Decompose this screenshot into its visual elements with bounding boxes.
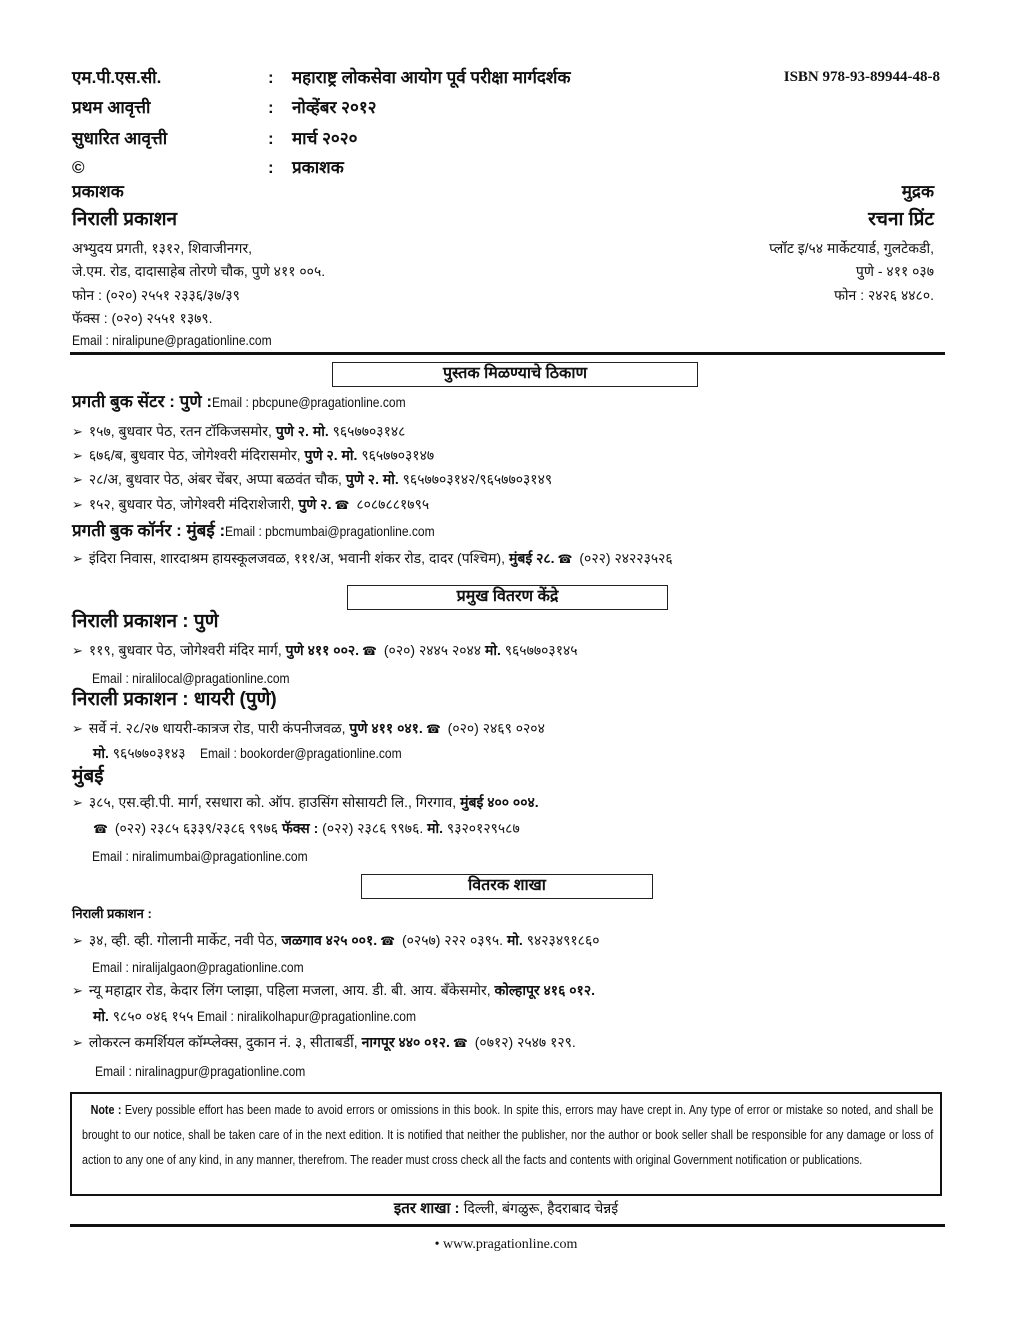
other-branches-cities: दिल्ली, बंगळुरू, हैदराबाद चेन्नई <box>463 1200 619 1216</box>
printer-name: रचना प्रिंट <box>868 209 934 230</box>
section-title-main-distribution: प्रमुख वितरण केंद्रे <box>347 585 668 610</box>
city: नागपूर ४४० ०१२. <box>361 1034 450 1050</box>
city: धायरी (पुणे) <box>193 689 277 710</box>
address: १५२, बुधवार पेठ, जोगेश्वरी मंदिराशेजारी, <box>88 496 299 512</box>
address: ३४, व्ही. व्ही. गोलानी मार्केट, नवी पेठ, <box>88 932 282 948</box>
isbn: ISBN 978-93-89944-48-8 <box>783 69 940 85</box>
list-item <box>72 983 595 997</box>
mobile: ९८५० ०४६ १५५ <box>108 1008 198 1024</box>
phone: (०२०) २४६९ ०२०४ <box>443 720 545 736</box>
row-colon: : <box>268 158 274 177</box>
phone: (०२२) २३८५ ६३३९/२३८६ ९९७६ <box>110 820 282 836</box>
mobile: ९६५७७०३१४२/९६५७७०३१४९ <box>398 471 553 487</box>
list-item <box>72 497 429 511</box>
email: Email : niralikolhapur@pragationline.com <box>197 1008 417 1024</box>
phone-icon <box>90 820 111 836</box>
footer <box>0 1238 1012 1252</box>
list-item <box>72 448 434 462</box>
corner-city: मुंबई : <box>186 521 226 540</box>
phone-icon <box>331 496 352 512</box>
other-branches <box>0 1201 1012 1216</box>
publisher-fax: फॅक्स : (०२०) २५५१ १३७९. <box>72 310 213 326</box>
other-branches-label: इतर शाखा : <box>393 1200 464 1217</box>
name: निराली प्रकाशन : <box>72 611 194 632</box>
row-label: सुधारित आवृत्ती <box>72 129 168 148</box>
phone: (०२५७) २२२ ०३९५. <box>398 932 507 948</box>
address: लोकरत्न कमर्शियल कॉम्प्लेक्स, दुकान नं. ३, सीताबर्डी, <box>88 1034 362 1050</box>
row-label: प्रथम आवृत्ती <box>72 98 151 117</box>
publisher-name: निराली प्रकाशन <box>72 209 178 230</box>
first-edition-date: नोव्हेंबर २०१२ <box>292 98 377 117</box>
address: न्यू महाद्वार रोड, केदार लिंग प्लाझा, पहिला मजला, आय. डी. बी. आय. बॅंकेसमोर, <box>88 982 495 998</box>
phone-icon <box>450 1034 471 1050</box>
address: इंदिरा निवास, शारदाश्रम हायस्कूलजवळ, १११/अ, भवानी शंकर रोड, दादर (पश्चिम), <box>88 550 509 566</box>
city: कोल्हापूर ४१६ ०१२. <box>494 982 595 998</box>
phone-icon <box>377 932 398 948</box>
city: पुणे <box>193 611 219 632</box>
row-colon: : <box>268 129 274 148</box>
publisher-email: Email : niralipune@pragationline.com <box>72 332 272 348</box>
email: Email : niralilocal@pragationline.com <box>92 670 290 686</box>
dhayari-heading <box>72 690 277 709</box>
printer-label: मुद्रक <box>901 182 934 201</box>
section-title-where-to-buy: पुस्तक मिळण्याचे ठिकाण <box>332 362 698 387</box>
email: Email : niralijalgaon@pragationline.com <box>92 959 304 975</box>
address: २८/अ, बुधवार पेठ, अंबर चेंबर, अप्पा बळवंत चौक, <box>88 471 346 487</box>
revised-edition-date: मार्च २०२० <box>292 129 358 148</box>
pune-centre-heading <box>72 393 437 410</box>
centre-email: Email : pbcpune@pragationline.com <box>212 394 406 410</box>
row-label: एम.पी.एस.सी. <box>72 68 162 87</box>
contact-line <box>93 1009 452 1023</box>
pune-heading <box>72 612 218 631</box>
list-item <box>72 721 545 735</box>
mobile: ९६५७७०३१४७ <box>357 447 435 463</box>
address: ६७६/ब, बुधवार पेठ, जोगेश्वरी मंदिरासमोर, <box>88 447 305 463</box>
printer-phone: फोन : २४२६ ४४८०. <box>834 287 934 303</box>
mumbai-corner-heading <box>72 522 469 539</box>
list-item <box>72 933 600 947</box>
disclaimer-note <box>70 1092 942 1196</box>
city: मुंबई ४०० ००४. <box>460 794 539 810</box>
website-link[interactable]: www.pragationline.com <box>443 1237 578 1252</box>
row-colon: : <box>268 68 274 87</box>
list-item <box>72 643 578 657</box>
corner-email: Email : pbcmumbai@pragationline.com <box>225 523 435 539</box>
divider <box>70 352 945 355</box>
mobile: ९६५७७०३१४३ <box>108 745 186 761</box>
publisher-address: अभ्युदय प्रगती, १३१२, शिवाजीनगर, <box>72 240 253 256</box>
mobile: ९३२०१२९५८७ <box>443 820 520 836</box>
fax: (०२२) २३८६ ९९७६. <box>318 820 428 836</box>
row-colon: : <box>268 98 274 117</box>
phone: (०२२) २४२२३५२६ <box>575 550 673 566</box>
mobile-label: मो. <box>506 932 523 948</box>
list-item <box>72 795 539 809</box>
mobile-label: मो. <box>93 745 109 761</box>
name: निराली प्रकाशन : <box>72 689 194 710</box>
address: ११९, बुधवार पेठ, जोगेश्वरी मंदिर मार्ग, <box>88 642 286 658</box>
city: जळगाव ४२५ ००१. <box>281 932 378 948</box>
list-item <box>72 1035 576 1049</box>
city: पुणे २. मो. <box>275 423 329 439</box>
section-title-distributor-branches: वितरक शाखा <box>361 874 653 899</box>
contact-line <box>93 746 434 760</box>
phone: (०७१२) २५४७ १२९. <box>470 1034 576 1050</box>
email: Email : niralimumbai@pragationline.com <box>92 848 308 864</box>
note-label: Note : <box>90 1103 125 1117</box>
divider <box>70 1224 945 1227</box>
phone-icon <box>423 720 444 736</box>
city: पुणे २. <box>298 496 332 512</box>
copyright-label: © <box>72 158 85 177</box>
phone-icon <box>359 642 380 658</box>
email: Email : niralinagpur@pragationline.com <box>95 1063 306 1079</box>
book-title: महाराष्ट्र लोकसेवा आयोग पूर्व परीक्षा मार्गदर्शक <box>292 68 571 87</box>
address: सर्वे नं. २८/२७ धायरी-कात्रज रोड, पारी कंपनीजवळ, <box>88 720 350 736</box>
city: मुंबई २८. <box>508 550 555 566</box>
printer-address: प्लॉट इ/५४ मार्केटयार्ड, गुलटेकडी, <box>769 240 934 256</box>
mumbai-heading: मुंबई <box>72 766 104 787</box>
mobile: ९६५७७०३१४८ <box>328 423 406 439</box>
city: पुणे ४११ ००२. <box>285 642 360 658</box>
centre-city: पुणे : <box>179 392 213 411</box>
email: Email : bookorder@pragationline.com <box>199 745 402 761</box>
mobile: ९६५७७०३१४५ <box>500 642 578 658</box>
mobile-label: मो. <box>427 820 444 836</box>
corner-name: प्रगती बुक कॉर्नर : <box>72 521 187 540</box>
mobile-label: मो. <box>93 1008 109 1024</box>
city: पुणे २. मो. <box>345 471 399 487</box>
city: पुणे ४११ ०४१. <box>349 720 423 736</box>
address: ३८५, एस.व्ही.पी. मार्ग, रसधारा को. ऑप. हाउसिंग सोसायटी लि., गिरगाव, <box>88 794 461 810</box>
fax-label: फॅक्स : <box>281 820 319 836</box>
publisher-address: जे.एम. रोड, दादासाहेब तोरणे चौक, पुणे ४११ ००५. <box>72 263 326 279</box>
copyright-holder: प्रकाशक <box>292 158 344 177</box>
contact-line <box>90 821 520 835</box>
publisher-label: प्रकाशक <box>72 182 124 201</box>
publisher-phone: फोन : (०२०) २५५१ २३३६/३७/३९ <box>72 287 240 303</box>
bullet-icon: • <box>434 1237 443 1252</box>
centre-name: प्रगती बुक सेंटर : <box>72 392 180 411</box>
phone-icon <box>555 550 576 566</box>
list-item <box>72 551 673 565</box>
printer-address: पुणे - ४११ ०३७ <box>855 263 934 279</box>
mobile: ९४२३४९१८६० <box>522 932 600 948</box>
city: पुणे २. मो. <box>304 447 358 463</box>
list-item <box>72 424 405 438</box>
address: १५७, बुधवार पेठ, रतन टॉकिजसमोर, <box>88 423 276 439</box>
branches-heading: निराली प्रकाशन : <box>72 906 152 921</box>
phone: ८०८७८८१७९५ <box>352 496 430 512</box>
note-text: Every possible effort has been made to avoid errors or omissions in this book. In spite this, errors may have crept in. Any type of error or mistake so noted, and shall be brought to our notice, shall be taken care of in the next edition. It is notified that neither the publisher, nor the author or book seller shall be responsible for any damage or loss of action to any one of any kind, in any manner, therefrom. The reader must cross check all the facts and contents with original Government notification or publications. <box>82 1103 934 1167</box>
mobile-label: मो. <box>484 642 501 658</box>
list-item <box>72 472 552 486</box>
phone: (०२०) २४४५ २०४४ <box>380 642 485 658</box>
